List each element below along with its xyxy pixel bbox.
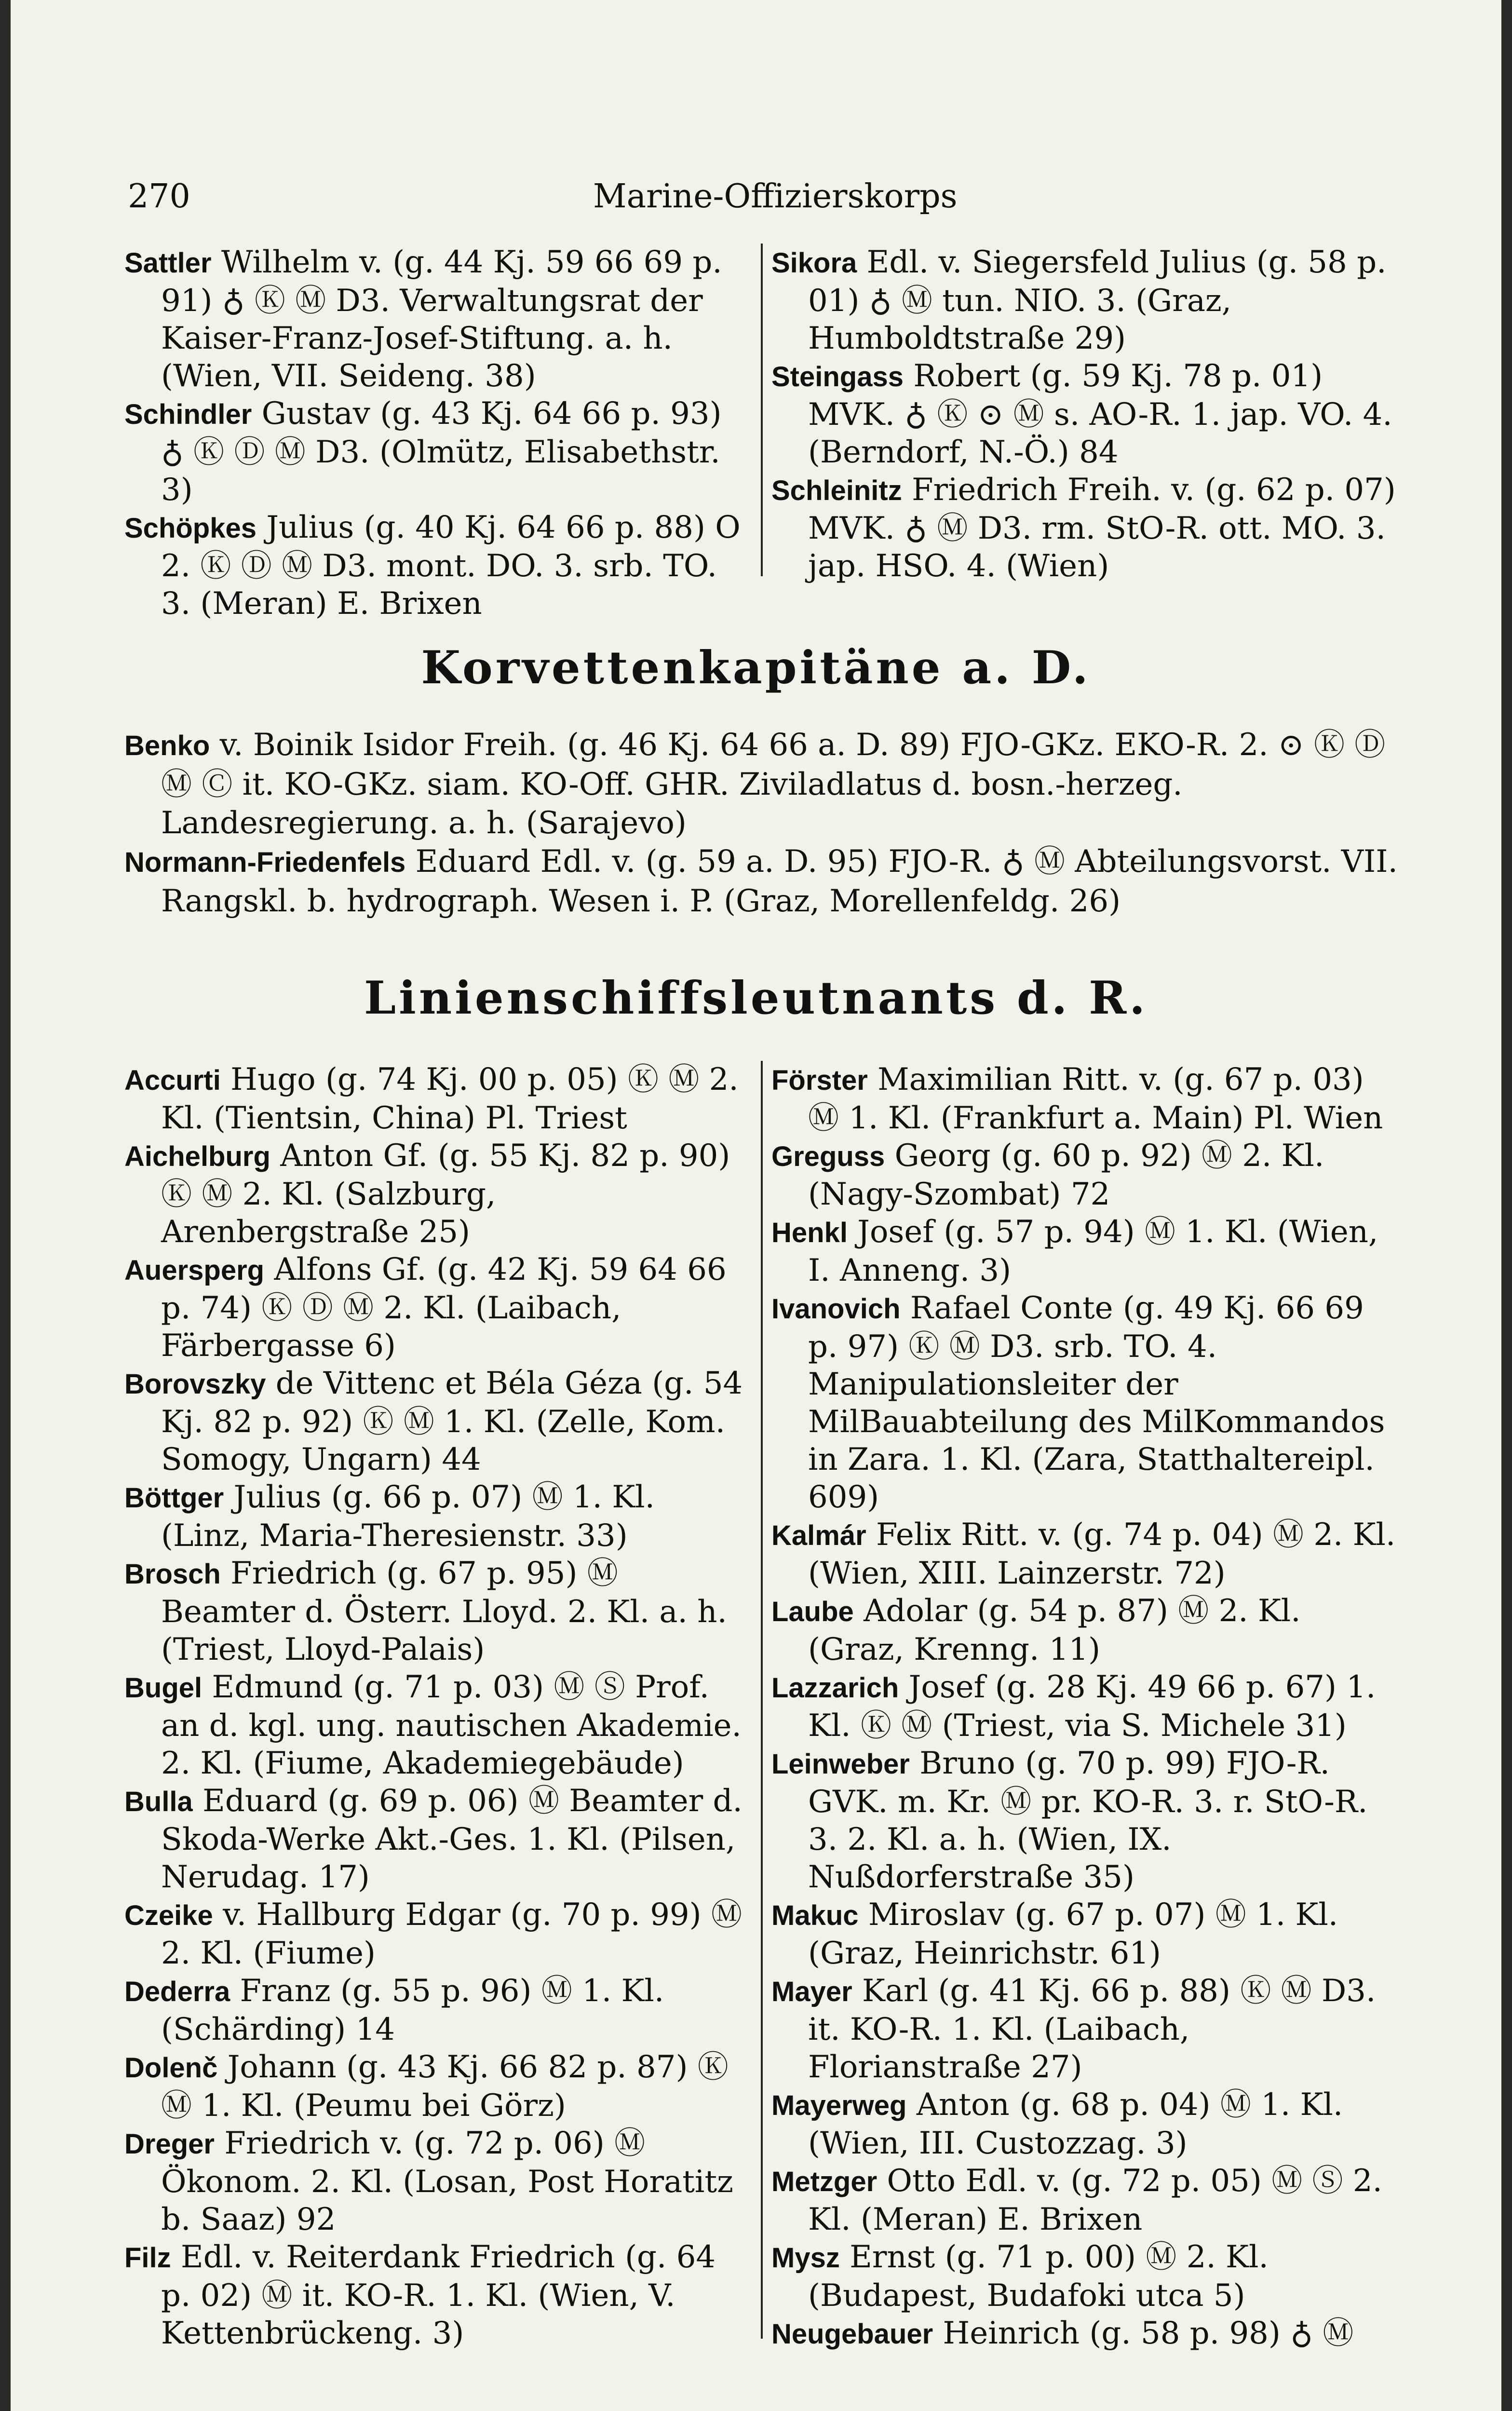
directory-entry — [771, 357, 1398, 471]
entry-details: Alfons Gf. (g. 42 Kj. 59 64 66 p. 74) Ⓚ Ⓓ Ⓜ 2. Kl. (Laibach, Färbergasse 6) — [161, 1252, 727, 1364]
entry-details: Friedrich Freih. v. (g. 62 p. 07) MVK. ♁ Ⓜ D3. rm. StO-R. ott. MO. 3. jap. HSO. 4. (Wien) — [808, 472, 1396, 584]
entry-surname: Greguss — [771, 1141, 885, 1172]
directory-entry — [124, 1668, 751, 1782]
directory-entry — [124, 1478, 751, 1555]
entry-surname: Auersperg — [124, 1255, 265, 1286]
entry-surname: Sattler — [124, 247, 212, 279]
korvettenkapitaene-list — [124, 726, 1402, 921]
column-divider — [761, 1061, 763, 2339]
entry-details: Felix Ritt. v. (g. 74 p. 04) Ⓜ 2. Kl. (Wien, XIII. Lainzerstr. 72) — [808, 1517, 1396, 1591]
entry-surname: Ivanovich — [771, 1293, 901, 1325]
entry-details: Josef (g. 28 Kj. 49 66 p. 67) 1. Kl. Ⓚ Ⓜ (Triest, via S. Michele 31) — [808, 1669, 1376, 1744]
directory-entry — [124, 1365, 751, 1478]
directory-entry — [771, 1745, 1398, 1896]
entry-surname: Filz — [124, 2242, 171, 2274]
entry-details: Anton (g. 68 p. 04) Ⓜ 1. Kl. (Wien, III. Custozzag. 3) — [808, 2087, 1343, 2161]
entry-surname: Mysz — [771, 2242, 840, 2274]
directory-entry — [771, 1516, 1398, 1592]
entry-details: Karl (g. 41 Kj. 66 p. 88) Ⓚ Ⓜ D3. it. KO-R. 1. Kl. (Laibach, Florianstraße 27) — [808, 1973, 1376, 2085]
section-heading-korvettenkapitaene: Korvettenkapitäne a. D. — [421, 641, 1091, 694]
entry-surname: Böttger — [124, 1482, 224, 1514]
entry-surname: Laube — [771, 1596, 854, 1627]
entry-surname: Mayerweg — [771, 2090, 907, 2121]
directory-entry — [124, 1782, 751, 1896]
entry-surname: Sikora — [771, 247, 857, 279]
entry-surname: Bulla — [124, 1786, 193, 1817]
entry-details: v. Hallburg Edgar (g. 70 p. 99) Ⓜ 2. Kl. (Fiume) — [161, 1897, 742, 1971]
directory-entry — [771, 1213, 1398, 1289]
directory-entry — [771, 1896, 1398, 1972]
entry-details: Johann (g. 43 Kj. 66 82 p. 87) Ⓚ Ⓜ 1. Kl. (Peumu bei Görz) — [161, 2049, 729, 2124]
entry-surname: Dreger — [124, 2128, 215, 2160]
entry-surname: Normann-Friedenfels — [124, 847, 406, 878]
entry-details: Robert (g. 59 Kj. 78 p. 01) MVK. ♁ Ⓚ ⊙ Ⓜ s. AO-R. 1. jap. VO. 4. (Berndorf, N.-Ö.) 84 — [808, 358, 1392, 470]
entry-surname: Brosch — [124, 1558, 221, 1590]
directory-entry — [124, 842, 1402, 921]
running-title: Marine-Offizierskorps — [593, 177, 958, 216]
directory-entry — [124, 1555, 751, 1668]
directory-entry — [124, 1896, 751, 1972]
directory-entry — [771, 471, 1398, 585]
entry-details: Maximilian Ritt. v. (g. 67 p. 03) Ⓜ 1. Kl. (Frankfurt a. Main) Pl. Wien — [808, 1062, 1383, 1136]
entry-details: Bruno (g. 70 p. 99) FJO-R. GVK. m. Kr. Ⓜ pr. KO-R. 3. r. StO-R. 3. 2. Kl. a. h. (Wien, IX. Nußdorferstraße 35) — [808, 1746, 1368, 1895]
entry-surname: Schindler — [124, 399, 252, 430]
directory-entry — [771, 1137, 1398, 1213]
entry-details: Julius (g. 40 Kj. 64 66 p. 88) O 2. Ⓚ Ⓓ Ⓜ D3. mont. DO. 3. srb. TO. 3. (Meran) E. Brixen — [161, 510, 741, 622]
column-divider — [761, 244, 763, 576]
entry-details: de Vittenc et Béla Géza (g. 54 Kj. 82 p. 92) Ⓚ Ⓜ 1. Kl. (Zelle, Kom. Somogy, Ungarn) 44 — [161, 1366, 743, 1477]
directory-entry — [124, 2238, 751, 2352]
entry-details: Eduard (g. 69 p. 06) Ⓜ Beamter d. Skoda-Werke Akt.-Ges. 1. Kl. (Pilsen, Nerudag. 17) — [161, 1783, 742, 1895]
entry-details: Edl. v. Reiterdank Friedrich (g. 64 p. 02) Ⓜ it. KO-R. 1. Kl. (Wien, V. Kettenbrückeng. 3) — [161, 2239, 716, 2351]
entry-details: Gustav (g. 43 Kj. 64 66 p. 93) ♁ Ⓚ Ⓓ Ⓜ D3. (Olmütz, Elisabethstr. 3) — [161, 396, 722, 508]
bottom-left-column — [124, 1061, 751, 2352]
directory-entry — [124, 509, 751, 623]
directory-entry — [771, 1289, 1398, 1516]
entry-details: Josef (g. 57 p. 94) Ⓜ 1. Kl. (Wien, I. Anneng. 3) — [808, 1214, 1378, 1288]
entry-details: Anton Gf. (g. 55 Kj. 82 p. 90) Ⓚ Ⓜ 2. Kl. (Salzburg, Arenbergstraße 25) — [161, 1138, 730, 1250]
entry-details: v. Boinik Isidor Freih. (g. 46 Kj. 64 66 a. D. 89) FJO-GKz. EKO-R. 2. ⊙ Ⓚ Ⓓ Ⓜ Ⓒ it. KO-GKz. siam. KO-Off. GHR. Ziviladlatus d. bosn.-herzeg. Landesregierung. a. h. (Sarajevo) — [161, 727, 1386, 841]
entry-surname: Lazzarich — [771, 1672, 899, 1704]
entry-details: Hugo (g. 74 Kj. 00 p. 05) Ⓚ Ⓜ 2. Kl. (Tientsin, China) Pl. Triest — [161, 1062, 739, 1136]
entry-details: Adolar (g. 54 p. 87) Ⓜ 2. Kl. (Graz, Krenng. 11) — [808, 1593, 1301, 1667]
directory-entry — [771, 1972, 1398, 2086]
entry-details: Julius (g. 66 p. 07) Ⓜ 1. Kl. (Linz, Maria-Theresienstr. 33) — [161, 1479, 655, 1554]
directory-entry — [124, 1137, 751, 1251]
scan-edge-left — [0, 0, 11, 2411]
entry-details: Georg (g. 60 p. 92) Ⓜ 2. Kl. (Nagy-Szombat) 72 — [808, 1138, 1324, 1212]
entry-surname: Czeike — [124, 1900, 213, 1931]
entry-details: Franz (g. 55 p. 96) Ⓜ 1. Kl. (Schärding) 14 — [161, 1973, 664, 2047]
entry-surname: Aichelburg — [124, 1141, 270, 1172]
entry-details: Eduard Edl. v. (g. 59 a. D. 95) FJO-R. ♁ Ⓜ Abteilungsvorst. VII. Rangskl. b. hydrograph. Wesen i. P. (Graz, Morellenfeldg. 26) — [161, 844, 1398, 919]
directory-entry — [771, 1668, 1398, 1745]
directory-entry — [124, 1251, 751, 1365]
entry-details: Edl. v. Siegersfeld Julius (g. 58 p. 01) ♁ Ⓜ tun. NIO. 3. (Graz, Humboldtstraße 29) — [808, 244, 1387, 356]
directory-entry — [124, 244, 751, 395]
entry-surname: Benko — [124, 730, 210, 761]
entry-surname: Bugel — [124, 1672, 202, 1704]
entry-surname: Schöpkes — [124, 513, 256, 544]
entry-surname: Mayer — [771, 1976, 852, 2007]
entry-surname: Schleinitz — [771, 475, 902, 506]
directory-entry — [771, 2315, 1398, 2353]
directory-entry — [124, 395, 751, 509]
bottom-right-column — [771, 1061, 1398, 2353]
entry-surname: Henkl — [771, 1217, 848, 1248]
top-right-column — [771, 244, 1398, 585]
entry-surname: Kalmár — [771, 1520, 866, 1551]
entry-details: Ernst (g. 71 p. 00) Ⓜ 2. Kl. (Budapest, Budafoki utca 5) — [808, 2239, 1269, 2314]
entry-details: Heinrich (g. 58 p. 98) ♁ Ⓜ — [933, 2316, 1354, 2351]
entry-details: Rafael Conte (g. 49 Kj. 66 69 p. 97) Ⓚ Ⓜ D3. srb. TO. 4. Manipulationsleiter der MilBauabteilung des MilKommandos in Zara. 1. Kl. (Zara, Statthaltereipl. 609) — [808, 1290, 1385, 1515]
entry-details: Wilhelm v. (g. 44 Kj. 59 66 69 p. 91) ♁ Ⓚ Ⓜ D3. Verwaltungsrat der Kaiser-Franz-Josef-Stiftung. a. h. (Wien, VII. Seideng. 38) — [161, 244, 722, 394]
directory-entry — [771, 1061, 1398, 1137]
page-number: 270 — [128, 177, 190, 216]
section-heading-linienschiffsleutnants: Linienschiffsleutnants d. R. — [364, 972, 1148, 1025]
directory-entry — [124, 2048, 751, 2125]
entry-surname: Neugebauer — [771, 2318, 933, 2350]
directory-entry — [124, 1972, 751, 2048]
directory-entry — [771, 2162, 1398, 2238]
entry-surname: Makuc — [771, 1900, 859, 1931]
entry-details: Otto Edl. v. (g. 72 p. 05) Ⓜ Ⓢ 2. Kl. (Meran) E. Brixen — [808, 2163, 1382, 2237]
directory-entry — [124, 726, 1402, 842]
entry-details: Miroslav (g. 67 p. 07) Ⓜ 1. Kl. (Graz, Heinrichstr. 61) — [808, 1897, 1338, 1971]
entry-surname: Förster — [771, 1065, 868, 1096]
entry-details: Friedrich v. (g. 72 p. 06) Ⓜ Ökonom. 2. Kl. (Losan, Post Horatitz b. Saaz) 92 — [161, 2126, 733, 2237]
entry-surname: Borovszky — [124, 1368, 266, 1400]
entry-details: Friedrich (g. 67 p. 95) Ⓜ Beamter d. Österr. Lloyd. 2. Kl. a. h. (Triest, Lloyd-Palais) — [161, 1556, 727, 1667]
entry-surname: Dederra — [124, 1976, 230, 2007]
directory-entry — [771, 1592, 1398, 1668]
entry-surname: Accurti — [124, 1065, 221, 1096]
directory-entry — [124, 2125, 751, 2238]
directory-entry — [124, 1061, 751, 1137]
directory-entry — [771, 2238, 1398, 2315]
directory-entry — [771, 244, 1398, 357]
entry-details: Edmund (g. 71 p. 03) Ⓜ Ⓢ Prof. an d. kgl. ung. nautischen Akademie. 2. Kl. (Fiume, Akademiegebäude) — [161, 1669, 742, 1781]
scan-edge-right — [1501, 0, 1512, 2411]
top-left-column — [124, 244, 751, 623]
entry-surname: Metzger — [771, 2166, 878, 2197]
directory-entry — [771, 2086, 1398, 2162]
entry-surname: Steingass — [771, 361, 904, 393]
entry-surname: Dolenč — [124, 2052, 218, 2084]
entry-surname: Leinweber — [771, 1748, 910, 1780]
